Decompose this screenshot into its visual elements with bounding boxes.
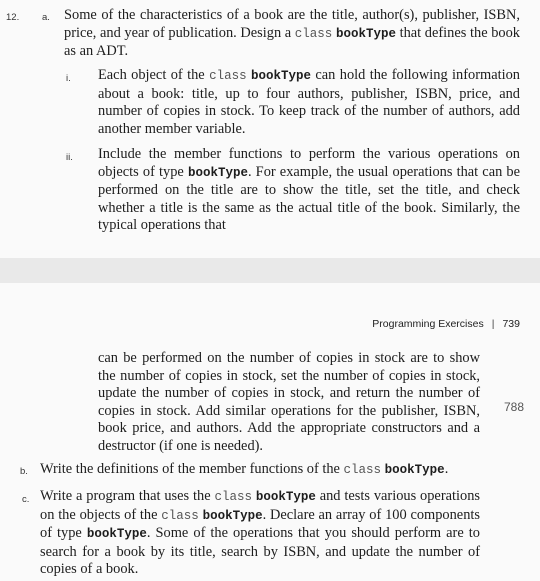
- item-i-text-1: Each object of the: [98, 67, 210, 83]
- running-head-separator: |: [491, 318, 495, 330]
- part-a-text-1: Some of the characteristics of a book are the title, author(s), publisher, ISBN, price, and year of publication. Design a: [64, 7, 520, 41]
- code-class-keyword: class: [214, 490, 252, 504]
- part-a-label: a.: [42, 12, 50, 23]
- item-i-label: i.: [66, 73, 71, 84]
- item-i-text: [98, 67, 520, 138]
- code-booktype: bookType: [250, 69, 311, 83]
- code-class-keyword: class: [343, 463, 382, 477]
- part-b-text: [40, 461, 510, 480]
- page-gap: [0, 258, 540, 283]
- exercise-number: 12.: [6, 12, 20, 23]
- part-b-label: b.: [20, 466, 28, 477]
- code-booktype: bookType: [384, 463, 445, 477]
- code-booktype: bookType: [202, 508, 263, 523]
- running-head-section: Programming Exercises: [372, 318, 484, 330]
- item-i-text-2: can hold the following information about a book: title, up to four authors, publisher, ISBN, price, and number of copies in stock. To keep track of the number of authors, add another member variable.: [98, 67, 520, 137]
- part-a-text: [64, 7, 520, 61]
- part-c-text: [40, 488, 480, 579]
- part-c-text-3: . Declare an array of 100 components of type: [40, 506, 480, 542]
- part-c-text-4: . Some of the operations that you should perform are to search for a book by its title, search by ISBN, and update the number of copies of a book.: [40, 525, 480, 578]
- item-ii-label: ii.: [66, 152, 73, 163]
- part-b-text-1: Write the definitions of the member functions of the: [40, 461, 344, 477]
- page-indicator-badge: 788: [504, 400, 525, 414]
- part-a-text-2: that defines the book as an ADT.: [64, 24, 520, 60]
- code-class-keyword: class: [209, 69, 247, 83]
- item-ii-text-2: . For example, the usual operations that can be performed on the title are to show the title, set the title, and check whether a title is the same as the actual title of the book. Similarly, the typical operations that: [98, 163, 520, 234]
- part-c-text-1: Write a program that uses the: [40, 488, 215, 504]
- part-b-text-2: .: [444, 461, 449, 477]
- code-booktype: bookType: [255, 490, 316, 504]
- item-ii-text-1: Include the member functions to perform the various operations on objects of type: [98, 146, 520, 180]
- code-class-keyword: class: [161, 508, 199, 523]
- code-booktype: bookType: [335, 26, 396, 41]
- code-booktype: bookType: [86, 527, 147, 542]
- code-booktype: bookType: [187, 165, 248, 180]
- running-head: [372, 318, 520, 330]
- item-ii-text: [98, 146, 520, 235]
- item-ii-continuation: can be performed on the number of copies in stock are to show the number of copies in stock, set the number of copies in stock, update the number of copies in stock, and return the number of copies in stock. Add similar operations for the publisher, ISBN, book price, and authors. Add the appropriate constructors and a destructor (if one is needed).: [98, 350, 480, 454]
- code-class-keyword: class: [294, 26, 333, 41]
- running-head-page-number: 739: [502, 318, 520, 330]
- part-c-label: c.: [22, 494, 30, 505]
- part-c-text-2: and tests various operations on the objects of the: [40, 488, 480, 523]
